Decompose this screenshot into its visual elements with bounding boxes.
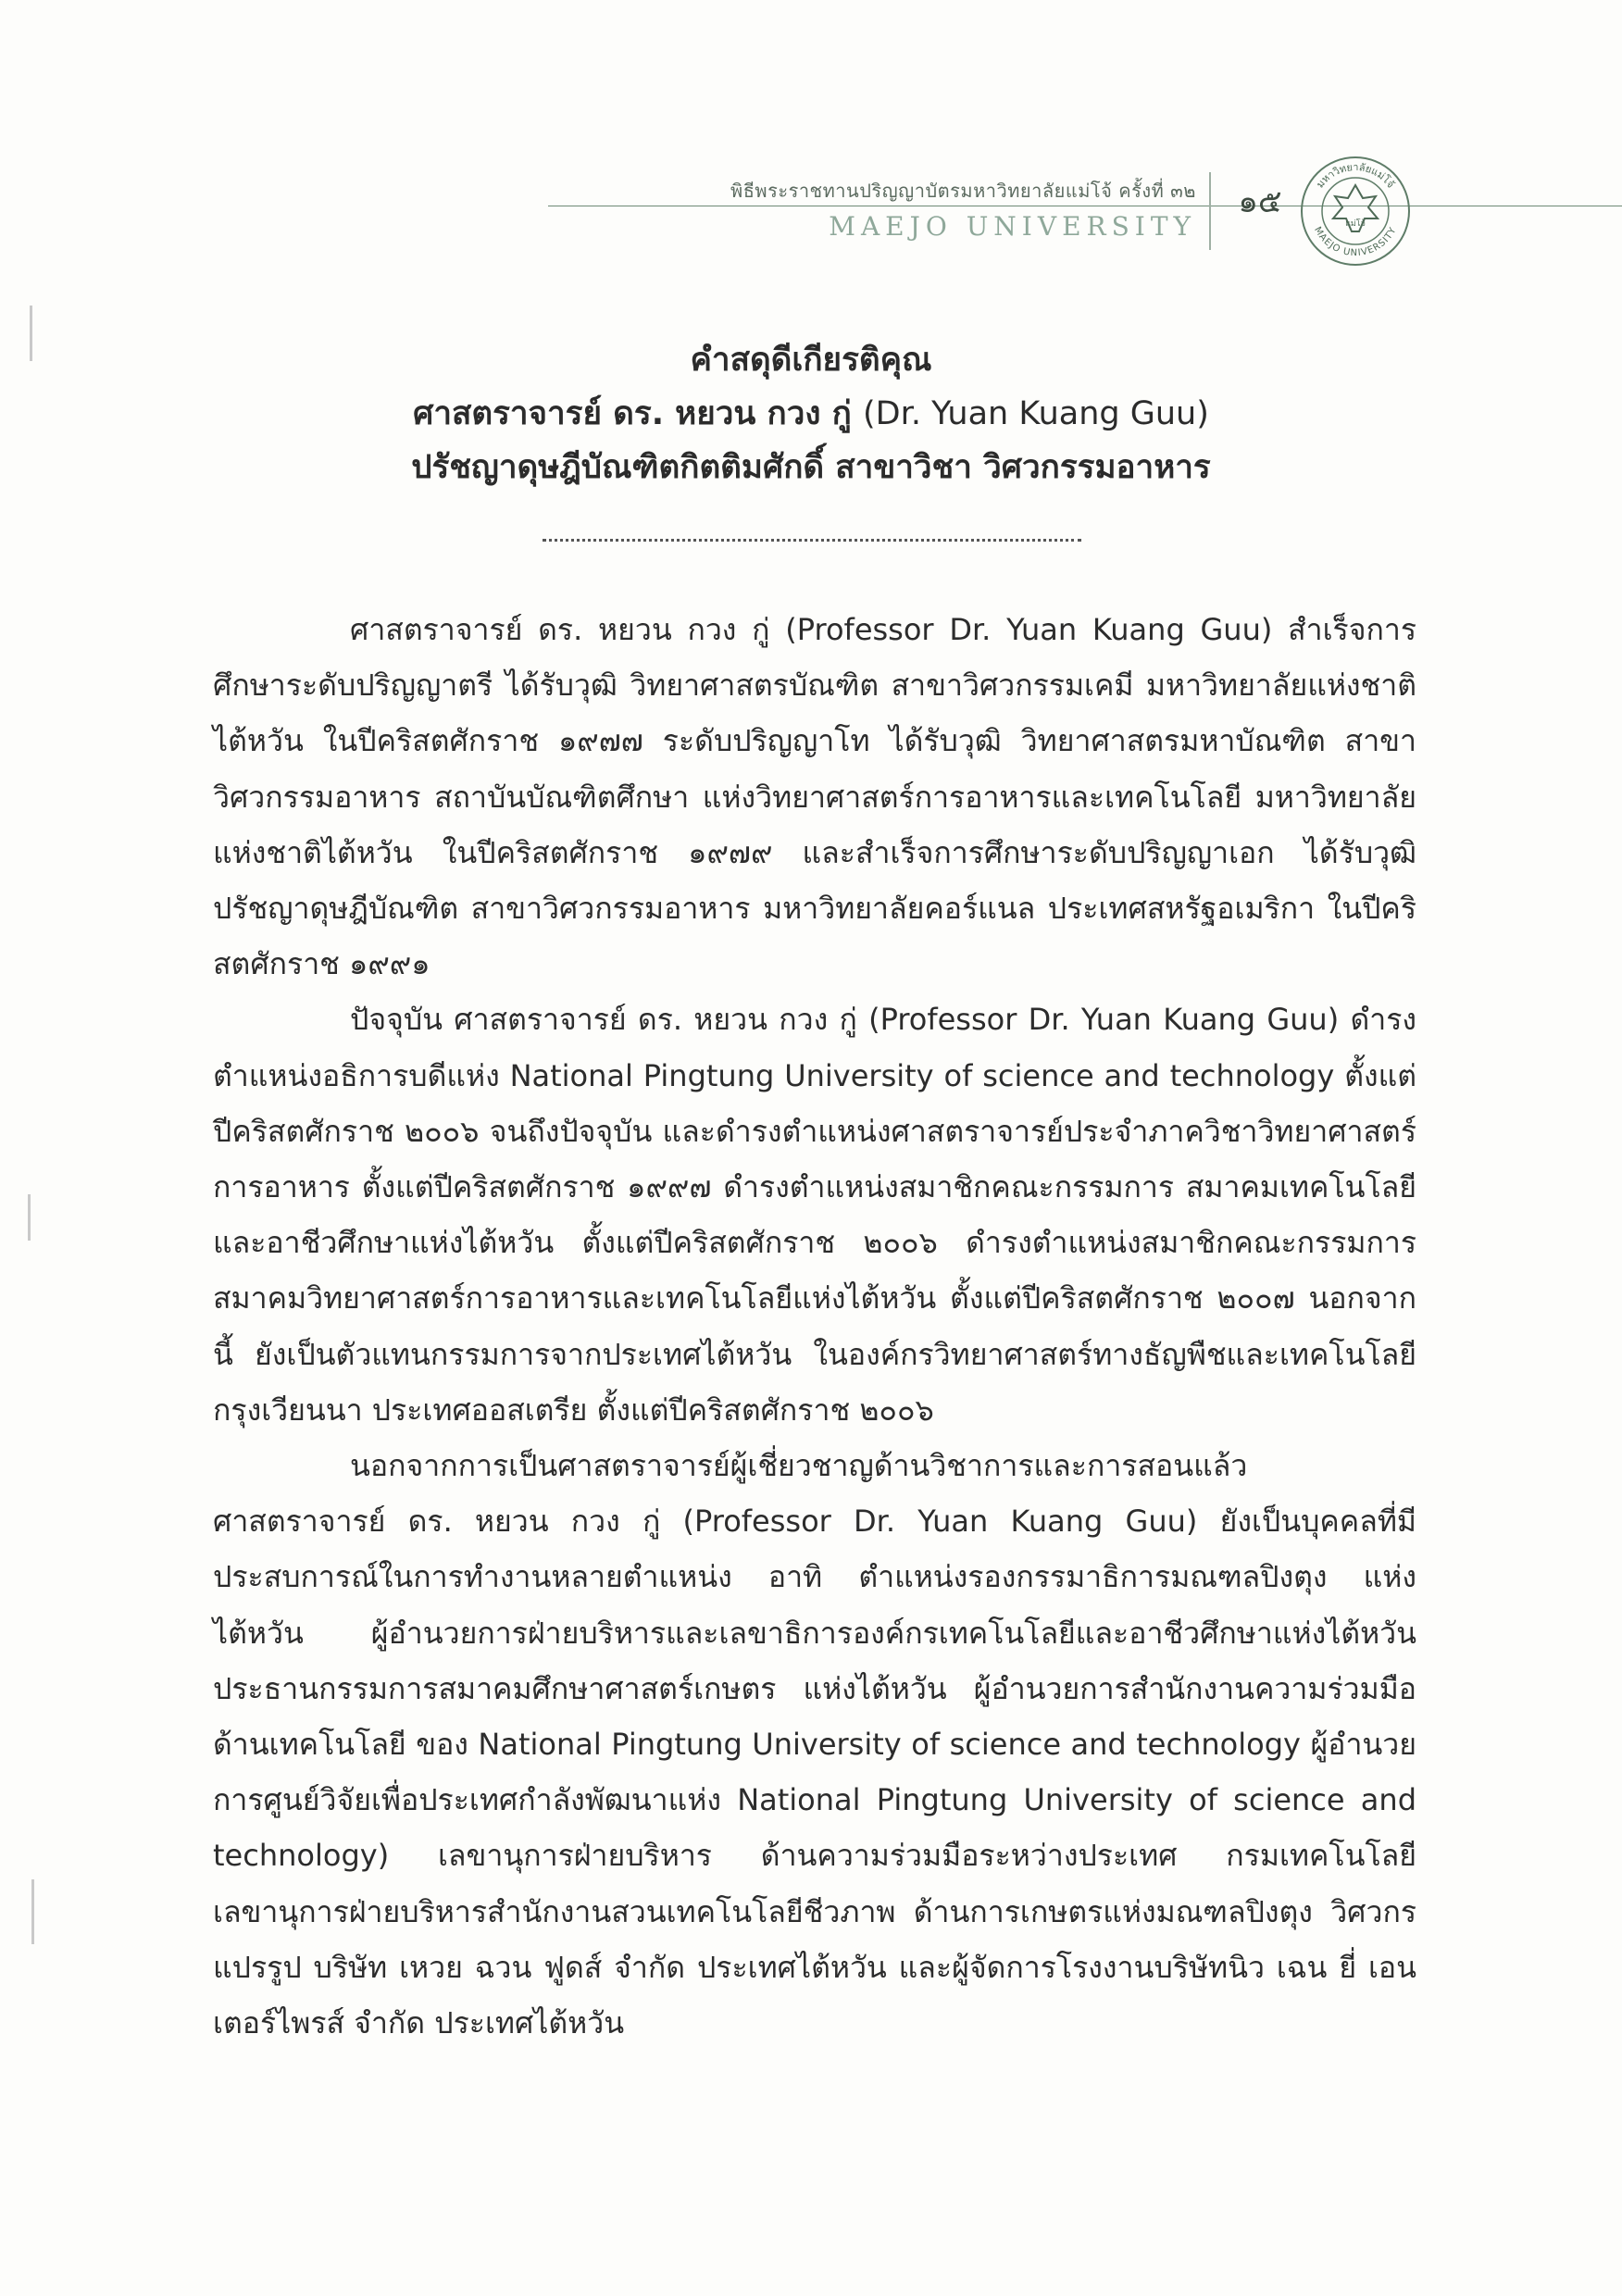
header-caption: พิธีพระราชทานปริญญาบัตรมหาวิทยาลัยแม่โจ้ ครั้งที่ ๓๒ <box>730 180 1196 202</box>
title-block <box>278 333 1344 494</box>
citation-body <box>213 602 1416 2051</box>
paragraph-education: ศาสตราจารย์ ดร. หยวน กวง กู่ (Professor Dr. Yuan Kuang Guu) สำเร็จการศึกษาระดับปริญญาตรี ได้รับวุฒิ วิทยาศาสตรบัณฑิต สาขาวิศวกรรมเคมี มหาวิทยาลัยแห่งชาติไต้หวัน ในปีคริสตศักราช ๑๙๗๗ ระดับปริญญาโท ได้รับวุฒิ วิทยาศาสตรมหาบัณฑิต สาขาวิศวกรรมอาหาร สถาบันบัณฑิตศึกษา แห่งวิทยาศาสตร์การอาหารและเทคโนโลยี มหาวิทยาลัยแห่งชาติไต้หวัน ในปีคริสตศักราช ๑๙๗๙ และสำเร็จการศึกษาระดับปริญญาเอก ได้รับวุฒิ ปรัชญาดุษฎีบัณฑิต สาขาวิศวกรรมอาหาร มหาวิทยาลัยคอร์แนล ประเทศสหรัฐอเมริกา ในปีคริสตศักราช ๑๙๙๑ <box>213 612 1416 982</box>
header-separator <box>1209 172 1211 250</box>
page-number: ๑๕ <box>1238 183 1282 220</box>
svg-text:MAEJO UNIVERSITY: MAEJO UNIVERSITY <box>1312 225 1399 259</box>
scan-edge-mark <box>28 1194 31 1241</box>
svg-text:มหาวิทยาลัยแม่โจ้: มหาวิทยาลัยแม่โจ้ <box>1314 160 1397 191</box>
title-line-3: ปรัชญาดุษฎีบัณฑิตกิตติมศักดิ์ สาขาวิชา วิศวกรรมอาหาร <box>411 449 1211 486</box>
title-name-english: (Dr. Yuan Kuang Guu) <box>863 395 1209 432</box>
svg-text:แม่โจ้: แม่โจ้ <box>1345 219 1366 229</box>
scan-edge-mark <box>31 1879 34 1944</box>
scan-edge-mark <box>30 306 32 361</box>
title-dotted-divider <box>543 539 1081 542</box>
university-seal-logo <box>1298 154 1413 268</box>
paragraph-current-positions: ปัจจุบัน ศาสตราจารย์ ดร. หยวน กวง กู่ (Professor Dr. Yuan Kuang Guu) ดำรงตำแหน่งอธิการบดีแห่ง National Pingtung University of science and technology ตั้งแต่ปีคริสตศักราช ๒๐๐๖ จนถึงปัจจุบัน และดำรงตำแหน่งศาสตราจารย์ประจำภาควิชาวิทยาศาสตร์การอาหาร ตั้งแต่ปีคริสตศักราช ๑๙๙๗ ดำรงตำแหน่งสมาชิกคณะกรรมการ สมาคมเทคโนโลยีและอาชีวศึกษาแห่งไต้หวัน ตั้งแต่ปีคริสตศักราช ๒๐๐๖ ดำรงตำแหน่งสมาชิกคณะกรรมการ สมาคมวิทยาศาสตร์การอาหารและเทคโนโลยีแห่งไต้หวัน ตั้งแต่ปีคริสตศักราช ๒๐๐๗ นอกจากนี้ ยังเป็นตัวแทนกรรมการจากประเทศไต้หวัน ในองค์กรวิทยาศาสตร์ทางธัญพืชและเทคโนโลยีกรุงเวียนนา ประเทศออสเตรีย ตั้งแต่ปีคริสตศักราช ๒๐๐๖ <box>213 1002 1416 1428</box>
title-line-1: คำสดุดีเกียรติคุณ <box>690 342 932 379</box>
paragraph-experience: นอกจากการเป็นศาสตราจารย์ผู้เชี่ยวชาญด้านวิชาการและการสอนแล้ว ศาสตราจารย์ ดร. หยวน กวง กู่ (Professor Dr. Yuan Kuang Guu) ยังเป็นบุคคลที่มีประสบการณ์ในการทำงานหลายตำแหน่ง อาทิ ตำแหน่งรองกรรมาธิการมณฑลปิงตุง แห่งไต้หวัน ผู้อำนวยการฝ่ายบริหารและเลขาธิการองค์กรเทคโนโลยีและอาชีวศึกษาแห่งไต้หวัน ประธานกรรมการสมาคมศึกษาศาสตร์เกษตร แห่งไต้หวัน ผู้อำนวยการสำนักงานความร่วมมือด้านเทคโนโลยี ของ National Pingtung University of science and technology ผู้อำนวยการศูนย์วิจัยเพื่อประเทศกำลังพัฒนาแห่ง National Pingtung University of science and technology) เลขานุการฝ่ายบริหาร ด้านความร่วมมือระหว่างประเทศ กรมเทคโนโลยี เลขานุการฝ่ายบริหารสำนักงานสวนเทคโนโลยีชีวภาพ ด้านการเกษตรแห่งมณฑลปิงตุง วิศวกรแปรรูป บริษัท เหวย ฉวน ฟูดส์ จำกัด ประเทศไต้หวัน และผู้จัดการโรงงานบริษัทนิว เฉน ยี่ เอนเตอร์ไพรส์ จำกัด ประเทศไต้หวัน <box>213 1448 1417 2041</box>
title-line-2 <box>278 387 1344 441</box>
header-university-name: MAEJO UNIVERSITY <box>829 211 1196 242</box>
title-name-thai: ศาสตราจารย์ ดร. หยวน กวง กู่ <box>413 395 852 432</box>
